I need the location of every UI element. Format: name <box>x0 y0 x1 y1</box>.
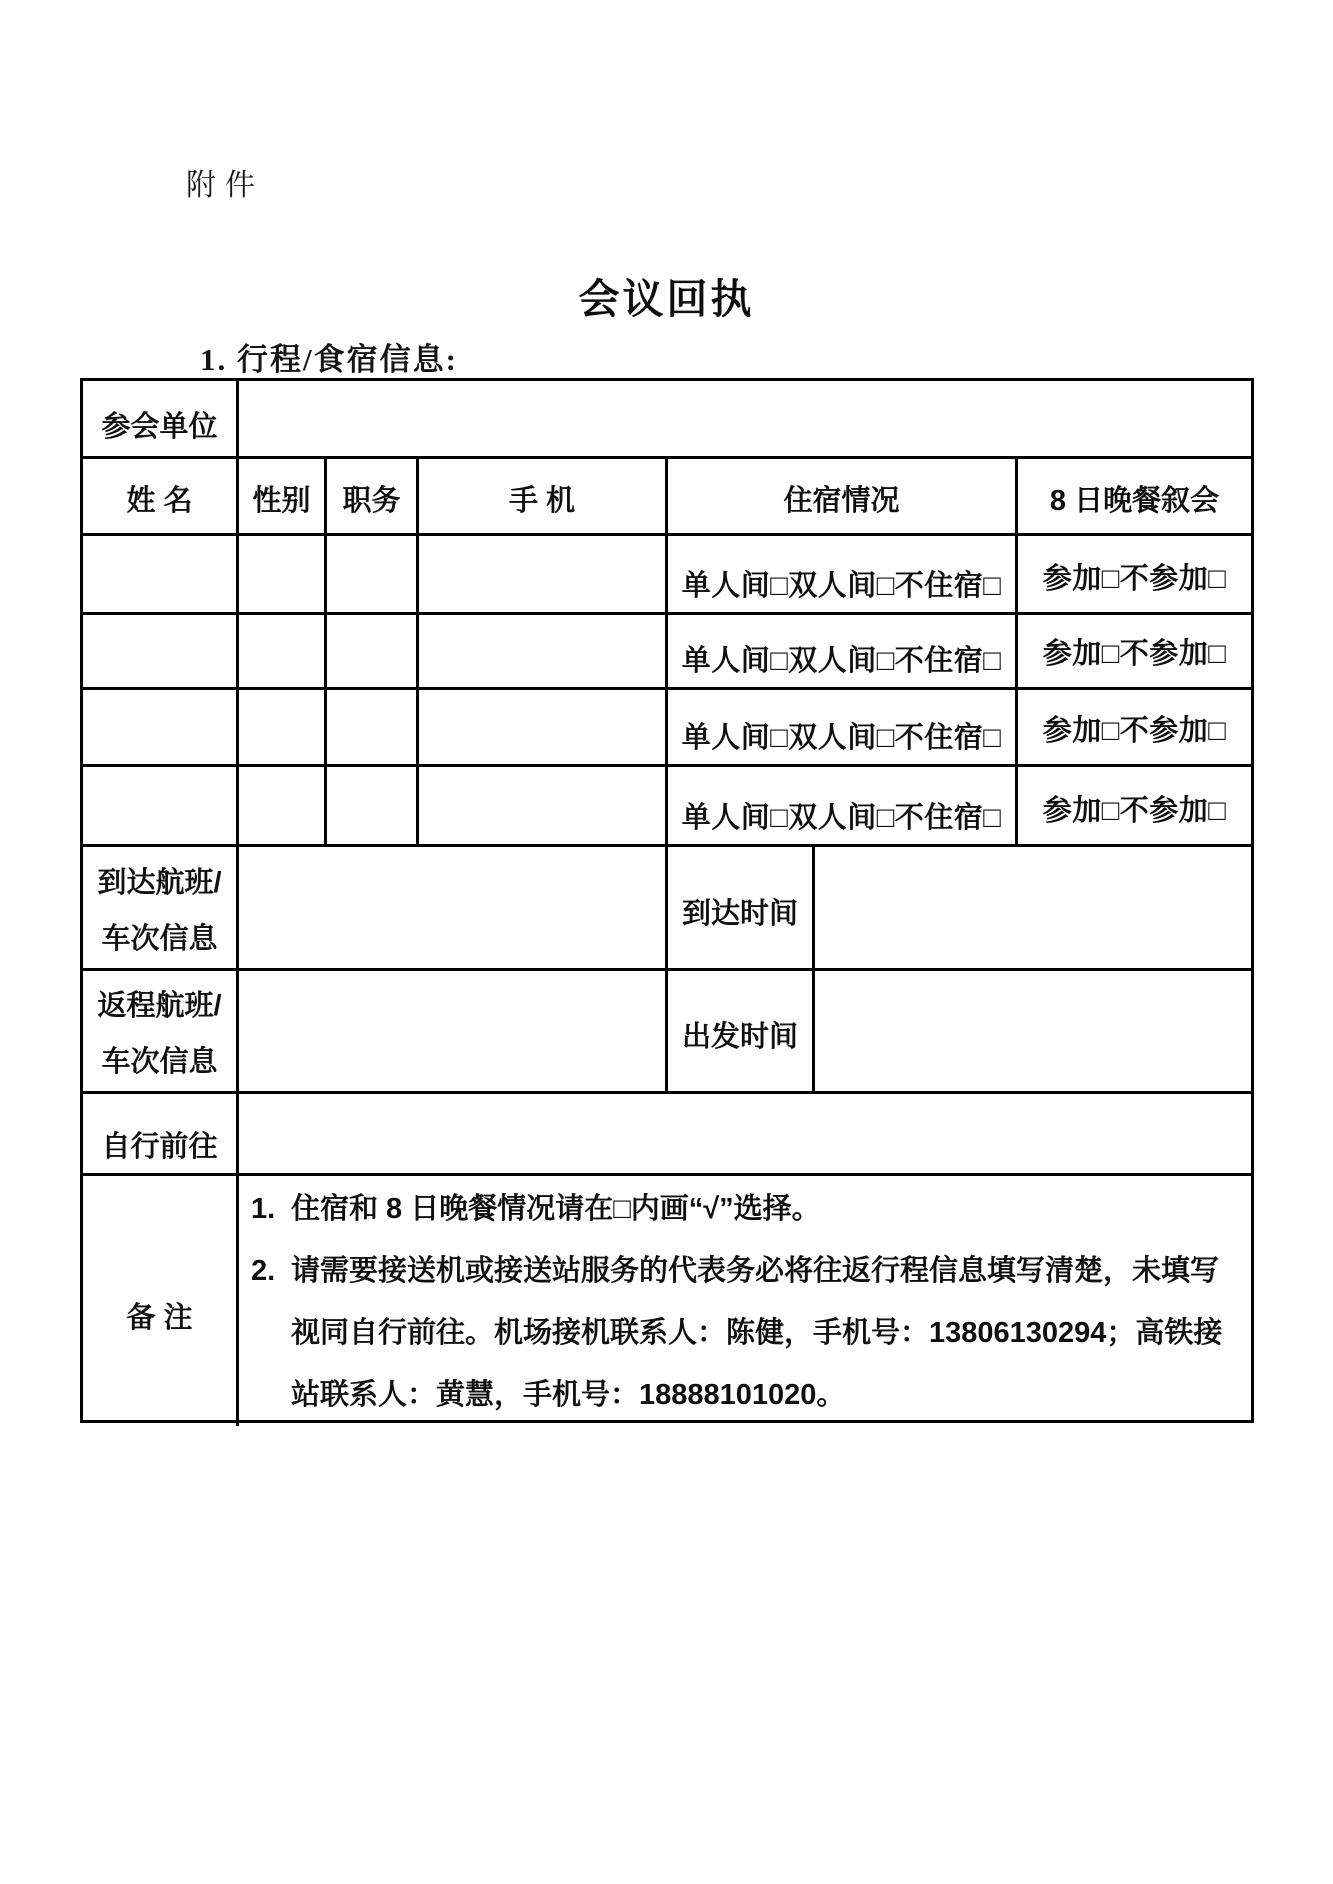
person-row <box>83 533 1251 612</box>
accommodation-options[interactable]: 单人间□双人间□不住宿□ <box>665 690 1015 764</box>
arrival-label <box>83 847 236 968</box>
arrival-time-label: 到达时间 <box>665 847 812 968</box>
dinner-options[interactable]: 参加□不参加□ <box>1015 690 1251 764</box>
person-row <box>83 612 1251 687</box>
self-travel-row <box>83 1091 1251 1173</box>
name-input-cell[interactable] <box>83 767 236 844</box>
arrival-label-line1: 到达航班/ <box>97 867 222 899</box>
unit-value-cell[interactable] <box>236 381 1251 456</box>
header-position: 职务 <box>324 459 416 533</box>
remark-note <box>251 1178 1231 1240</box>
header-gender: 性别 <box>236 459 324 533</box>
return-row <box>83 968 1251 1091</box>
remark-note-number: 2. <box>251 1255 276 1287</box>
arrival-info-input-cell[interactable] <box>236 847 665 968</box>
accommodation-options[interactable]: 单人间□双人间□不住宿□ <box>665 767 1015 844</box>
attachment-label: 附件 <box>186 169 264 202</box>
dinner-options[interactable]: 参加□不参加□ <box>1015 615 1251 687</box>
name-input-cell[interactable] <box>83 536 236 612</box>
mobile-input-cell[interactable] <box>416 690 665 764</box>
return-info-input-cell[interactable] <box>236 971 665 1091</box>
return-label-line1: 返程航班/ <box>97 990 222 1022</box>
return-label-line2: 车次信息 <box>101 1046 218 1078</box>
dinner-options[interactable]: 参加□不参加□ <box>1015 767 1251 844</box>
section-heading: 1. 行程/食宿信息: <box>200 342 458 377</box>
position-input-cell[interactable] <box>324 615 416 687</box>
remarks-label: 备 注 <box>126 1301 193 1334</box>
gender-input-cell[interactable] <box>236 767 324 844</box>
self-travel-input-cell[interactable] <box>236 1094 1251 1173</box>
dinner-options[interactable]: 参加□不参加□ <box>1015 536 1251 612</box>
person-row <box>83 687 1251 764</box>
remark-note <box>251 1240 1231 1426</box>
remarks-row <box>83 1173 1251 1420</box>
self-travel-label: 自行前往 <box>101 1131 218 1163</box>
remarks-label-cell <box>83 1176 236 1426</box>
position-input-cell[interactable] <box>324 767 416 844</box>
return-label <box>83 971 236 1091</box>
unit-label: 参会单位 <box>101 411 218 443</box>
position-input-cell[interactable] <box>324 536 416 612</box>
header-dinner: 8 日晚餐叙会 <box>1015 459 1251 533</box>
arrival-label-line2: 车次信息 <box>101 923 218 955</box>
name-input-cell[interactable] <box>83 690 236 764</box>
accommodation-options[interactable]: 单人间□双人间□不住宿□ <box>665 615 1015 687</box>
departure-time-input-cell[interactable] <box>812 971 1251 1091</box>
position-input-cell[interactable] <box>324 690 416 764</box>
header-accommodation: 住宿情况 <box>665 459 1015 533</box>
mobile-input-cell[interactable] <box>416 536 665 612</box>
gender-input-cell[interactable] <box>236 690 324 764</box>
meeting-reply-table <box>80 378 1254 1423</box>
header-name: 姓 名 <box>126 485 193 517</box>
remark-note-text: 住宿和 8 日晚餐情况请在□内画“√”选择。 <box>291 1193 821 1225</box>
person-row <box>83 764 1251 844</box>
page-title: 会议回执 <box>578 276 755 322</box>
mobile-input-cell[interactable] <box>416 615 665 687</box>
name-input-cell[interactable] <box>83 615 236 687</box>
arrival-time-input-cell[interactable] <box>812 847 1251 968</box>
gender-input-cell[interactable] <box>236 536 324 612</box>
accommodation-options[interactable]: 单人间□双人间□不住宿□ <box>665 536 1015 612</box>
arrival-row <box>83 844 1251 968</box>
table-header-row <box>83 456 1251 533</box>
header-mobile: 手 机 <box>416 459 665 533</box>
unit-row <box>83 381 1251 456</box>
remark-note-text: 请需要接送机或接送站服务的代表务必将往返行程信息填写清楚，未填写视同自行前往。机场接机联系人：陈健，手机号：13806130294；高铁接站联系人：黄慧，手机号：18888101020。 <box>291 1255 1223 1411</box>
mobile-input-cell[interactable] <box>416 767 665 844</box>
remarks-content-cell <box>236 1176 1251 1426</box>
departure-time-label: 出发时间 <box>665 971 812 1091</box>
gender-input-cell[interactable] <box>236 615 324 687</box>
remark-note-number: 1. <box>251 1193 276 1225</box>
